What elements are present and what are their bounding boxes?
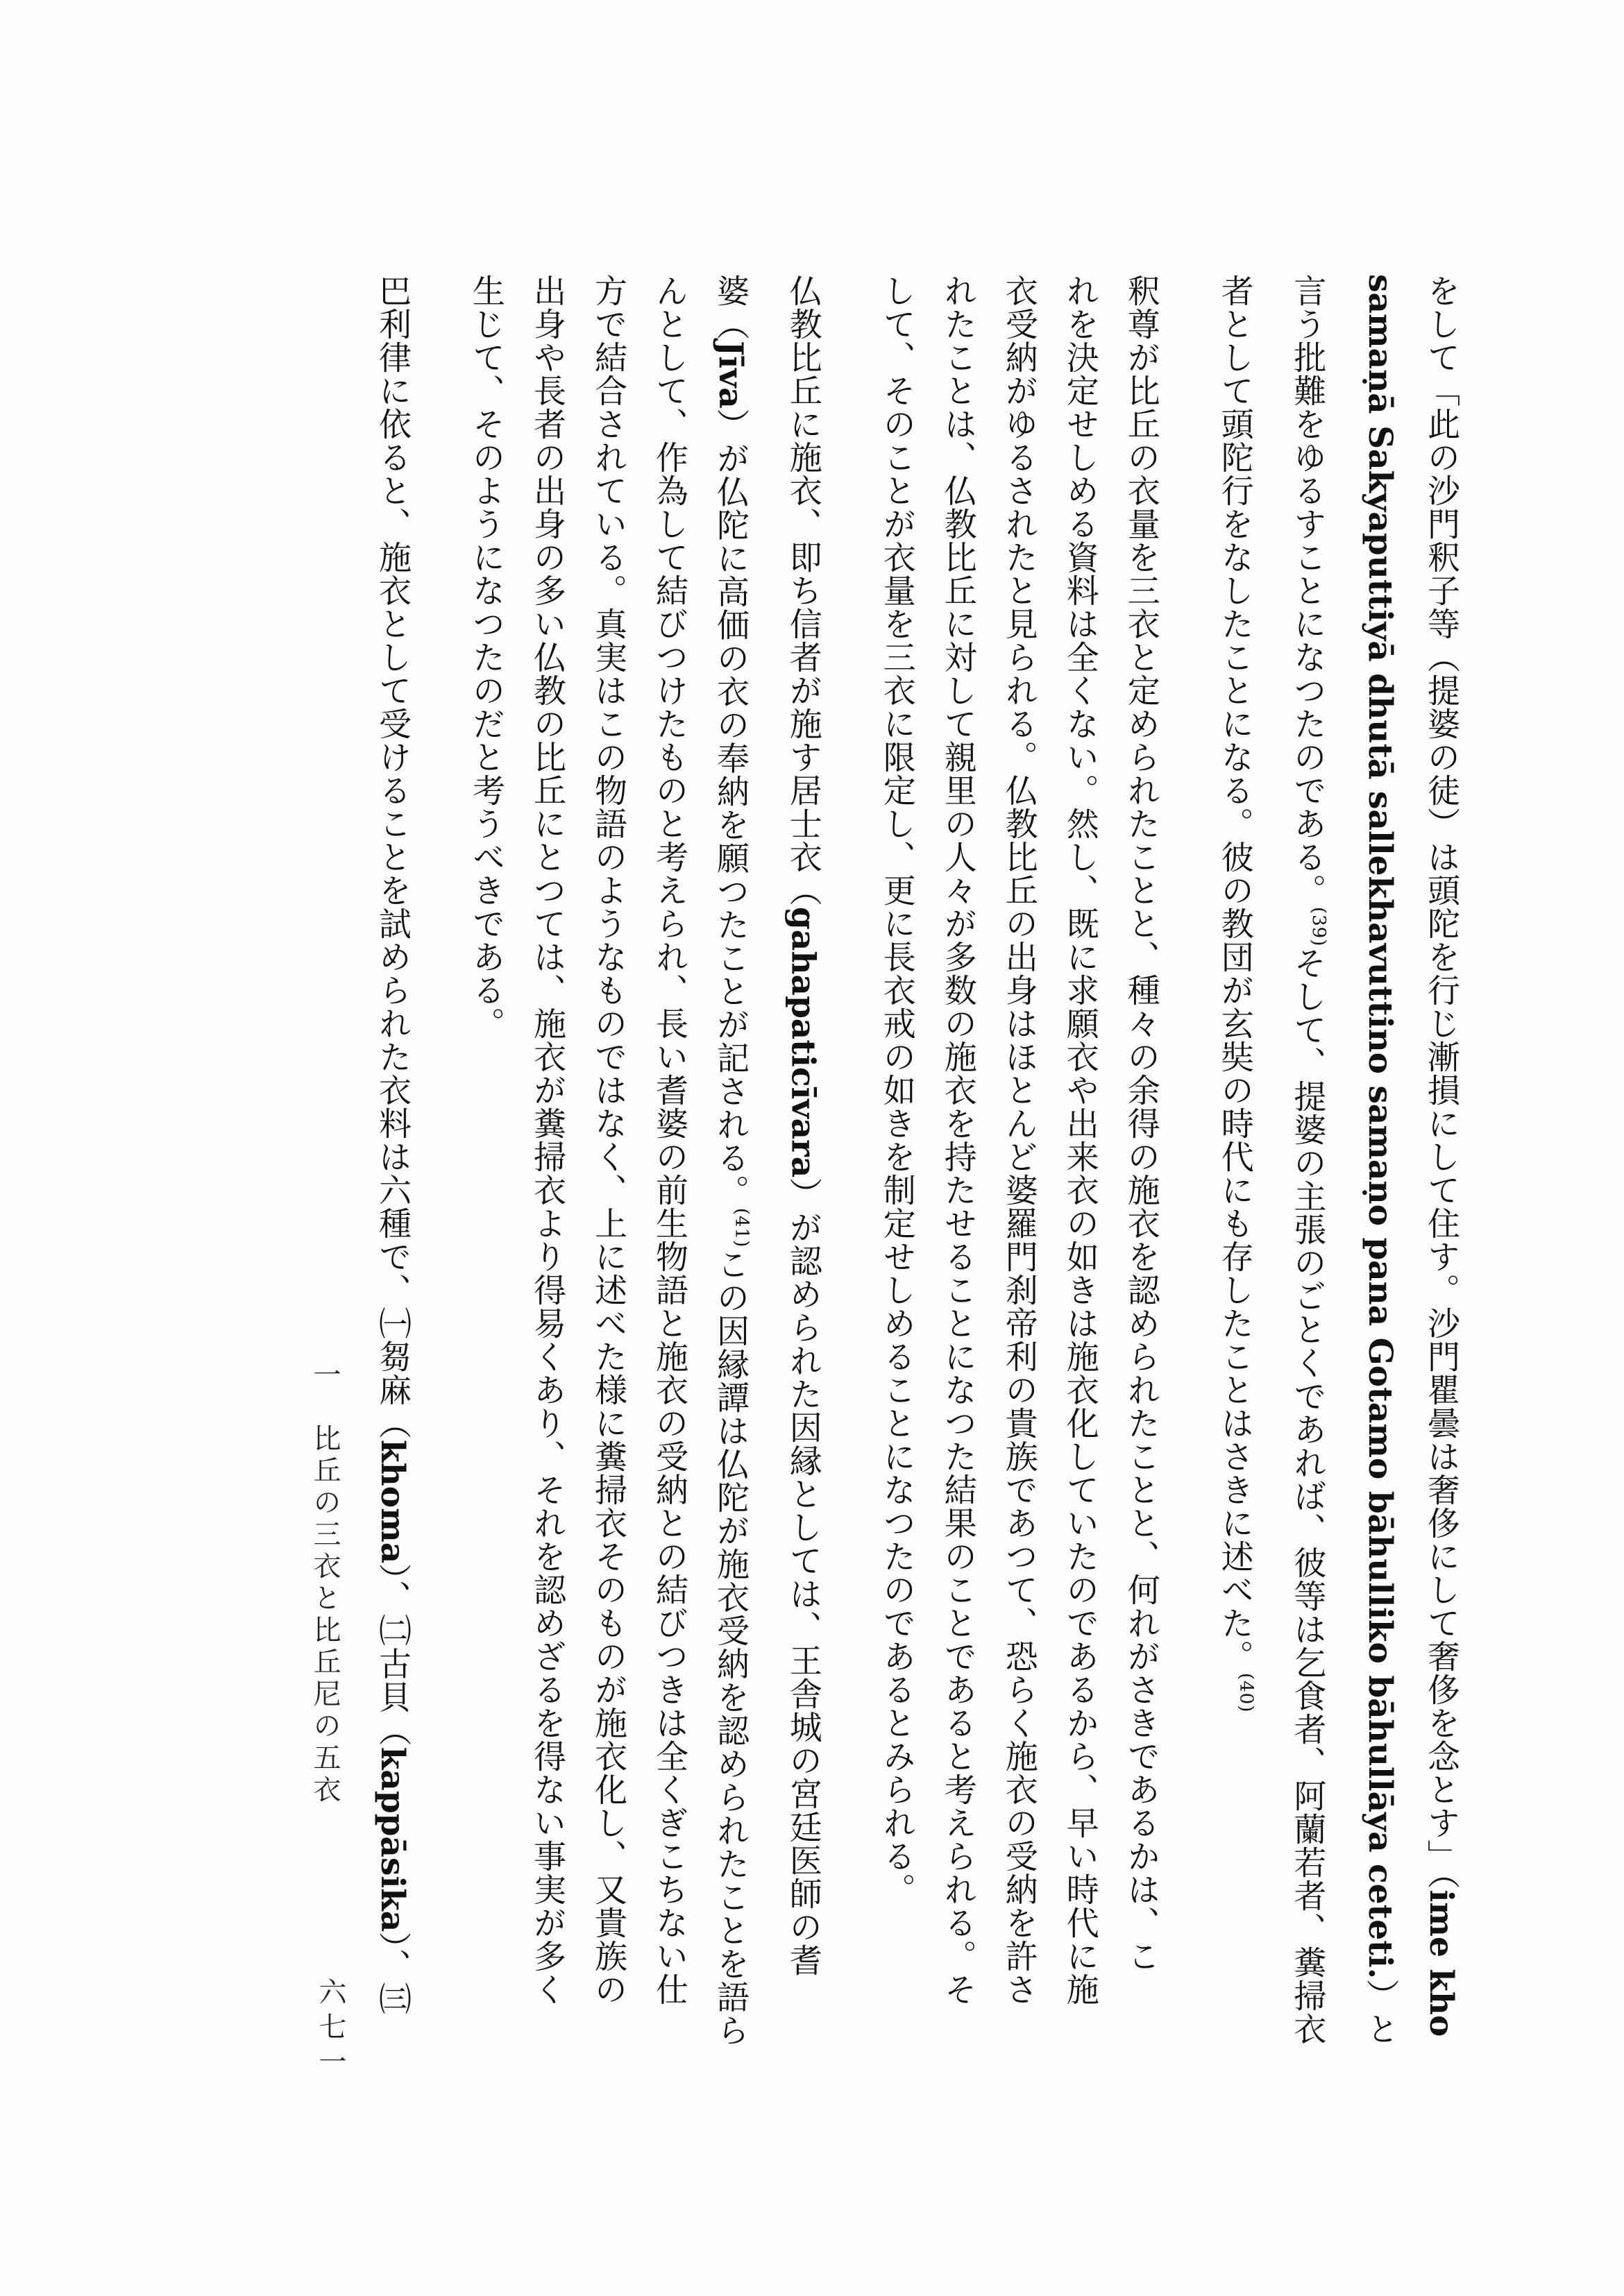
text-run: 仏教比丘に施衣、即ち信者が施す居士衣（ bbox=[784, 274, 822, 907]
text-run: 衣受納がゆるされたと見られる。仏教比丘の出身はほとんど婆羅門刹帝利の貴族であつて、恐らく施衣の受納を許さ bbox=[999, 274, 1038, 2006]
text-run: れを決定せしめる資料は全くない。然し、既に求願衣や出来衣の如きは施衣化していたのであるから、早い時代に施 bbox=[1060, 274, 1099, 2006]
body-text bbox=[373, 274, 1471, 2071]
text-line bbox=[362, 274, 455, 2071]
text-line bbox=[1049, 274, 1110, 2071]
text-run: 言う批難をゆるすことになつたのである。 bbox=[1288, 274, 1327, 907]
text-line bbox=[577, 274, 638, 2071]
text-line bbox=[927, 274, 988, 2071]
text-line bbox=[1204, 274, 1277, 2071]
text-line bbox=[1410, 274, 1471, 2071]
running-header: 一 比丘の三衣と比丘尼の五衣 bbox=[309, 1360, 341, 1807]
latin-term: kappāsika bbox=[373, 1746, 412, 1932]
text-run: 巴利律に依ると、施衣として受けることを試められた衣料は六種で、㈠芻麻（ bbox=[373, 274, 412, 1440]
text-run: んとして、作為して結びつけたものと考えられ、長い耆婆の前生物語と施衣の受納との結びつきは全くぎこちない仕 bbox=[650, 274, 689, 2006]
latin-term: khoma bbox=[373, 1440, 412, 1564]
text-run: ）、㈡古貝（ bbox=[373, 1563, 412, 1747]
text-run: 釈尊が比丘の衣量を三衣と定められたことと、種々の余得の施衣を認められたことと、何れがさきであるかは、こ bbox=[1122, 274, 1160, 1973]
text-run: れたことは、仏教比丘に対して親里の人々が多数の施衣を持たせることになつた結果のことであると考えられる。そ bbox=[938, 274, 977, 2006]
text-run: 方で結合されている。真実はこの物語のようなものではなく、上に述べた様に糞掃衣そのものが施衣化し、又貴族の bbox=[589, 274, 628, 2006]
text-run: そして、提婆の主張のごとくであれば、彼等は乞食者、阿蘭若者、糞掃衣 bbox=[1288, 946, 1327, 2046]
text-run: 出身や長者の出身の多い仏教の比丘にとつては、施衣が糞掃衣より得易くあり、それを認めざるを得ない事実が多く bbox=[528, 274, 567, 2006]
text-run: 者として頭陀行をなしたことになる。彼の教団が玄奘の時代にも存したことはさきに述べた。 bbox=[1215, 274, 1254, 1673]
latin-term: Jīva bbox=[711, 341, 750, 409]
text-run: ）、㈢ bbox=[373, 1932, 412, 2016]
text-run: 生じて、そのようになつたのだと考うべきである。 bbox=[467, 274, 506, 1040]
text-line bbox=[516, 274, 577, 2071]
note-ref: (41) bbox=[731, 1207, 752, 1248]
text-run: ）と bbox=[1361, 1979, 1399, 2046]
text-run: をして「此の沙門釈子等（提婆の徒）は頭陀を行じ漸損にして住す。沙門瞿曇は奢侈にして奢侈を念とす」（ bbox=[1422, 274, 1460, 1890]
note-ref: (40) bbox=[1235, 1673, 1257, 1713]
text-run: この因縁譚は仏陀が施衣受納を認められたことを語ら bbox=[711, 1248, 750, 2048]
latin-term: gahapaticīvara bbox=[784, 907, 822, 1178]
text-run: 婆（ bbox=[711, 274, 750, 341]
latin-term: ime kho bbox=[1422, 1889, 1460, 2037]
text-line bbox=[700, 274, 772, 2071]
text-run: して、そのことが衣量を三衣に限定し、更に長衣戒の如きを制定せしめることになつたのであるとみられる。 bbox=[877, 274, 916, 1906]
text-line bbox=[866, 274, 927, 2071]
text-line bbox=[638, 274, 700, 2071]
text-line bbox=[1110, 274, 1204, 2071]
latin-term: samaṇā Sakyaputtiyā dhutā sallekhavuttino samaṇo pana Gotamo bāhulliko bāhullāya ceteti. bbox=[1361, 274, 1399, 1980]
text-line bbox=[1276, 274, 1349, 2071]
text-line bbox=[988, 274, 1049, 2071]
note-ref: (39) bbox=[1308, 907, 1329, 947]
page-number: 六七一 bbox=[314, 1978, 346, 2082]
text-line bbox=[1349, 274, 1410, 2071]
text-line bbox=[772, 274, 866, 2071]
text-line bbox=[455, 274, 516, 2071]
text-run: ）が仏陀に高価の衣の奉納を願つたことが記される。 bbox=[711, 408, 750, 1208]
text-run: ）が認められた因縁としては、王舎城の宮廷医師の耆 bbox=[784, 1177, 822, 1978]
